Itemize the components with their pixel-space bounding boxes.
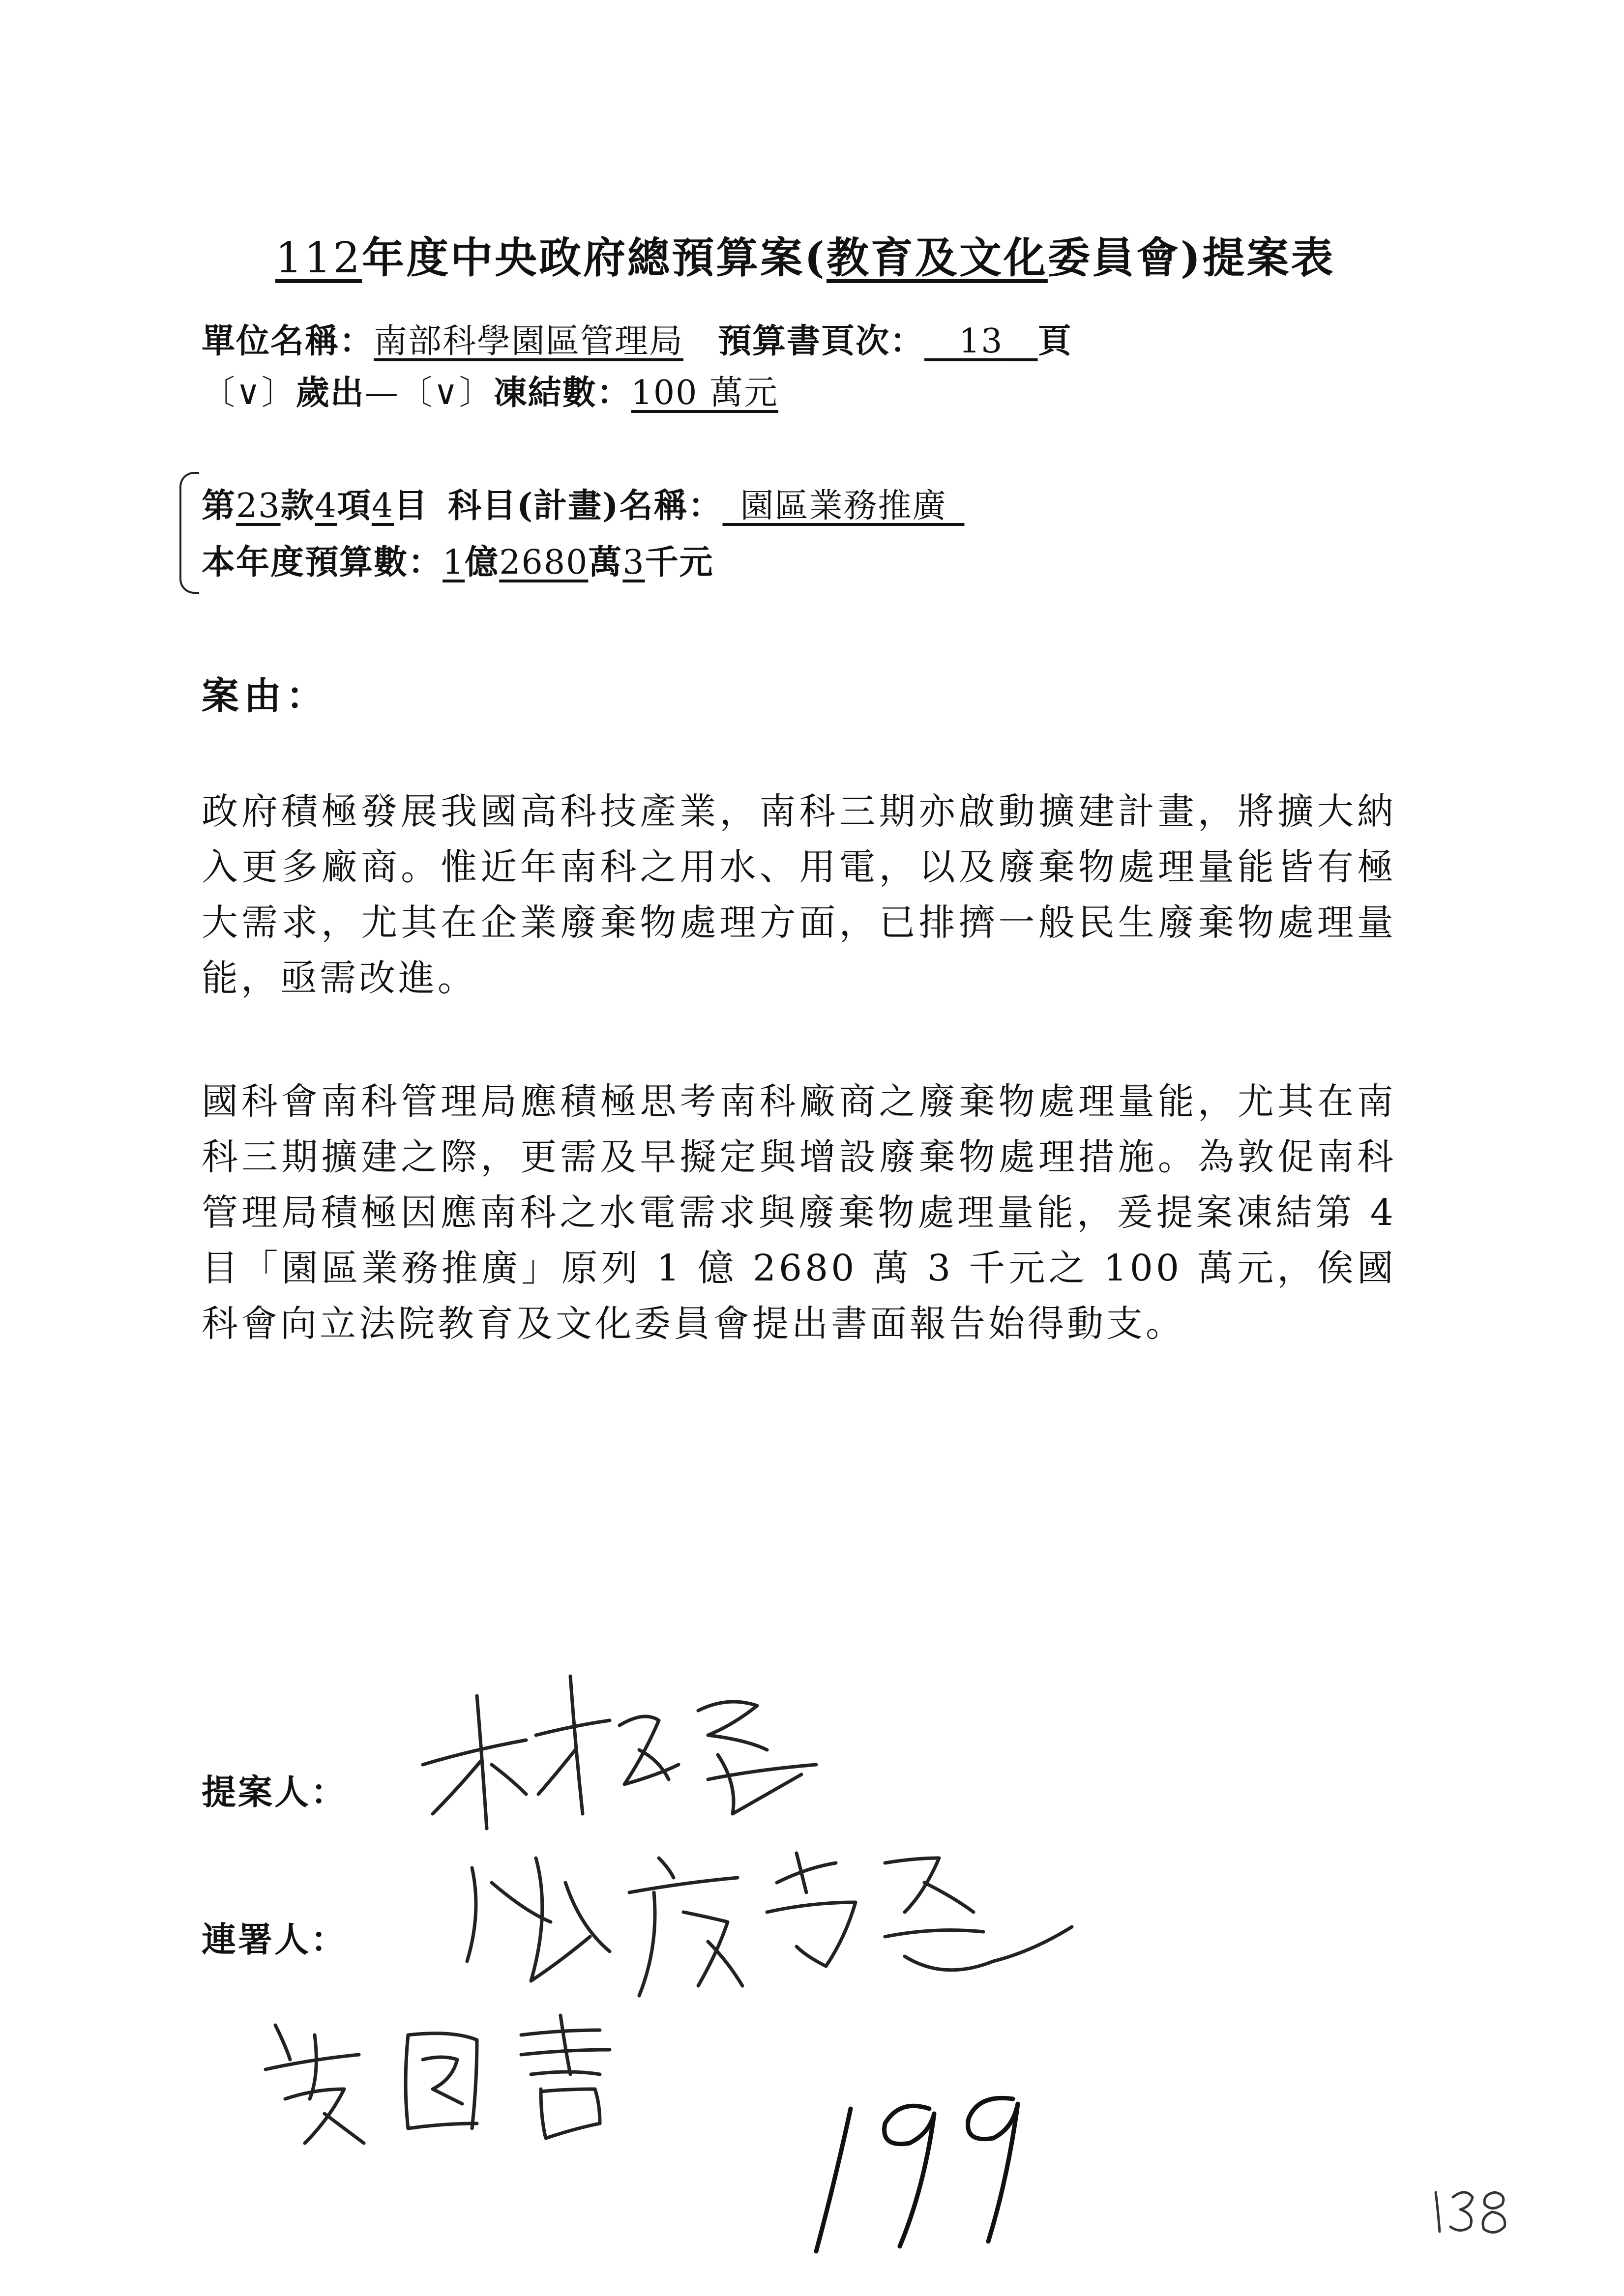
case-heading: 案由：: [202, 674, 328, 718]
item-kuan: 23: [236, 487, 281, 525]
page-ref-label: 預算書頁次：: [718, 321, 925, 361]
freeze-label: 凍結數：: [493, 373, 631, 412]
subject-value: 園區業務推廣: [740, 487, 947, 525]
cosigner-signature-2: [246, 2005, 688, 2153]
title-committee: 教育及文化: [826, 233, 1048, 283]
item-bracket: [179, 472, 199, 594]
unit-row: [202, 315, 1072, 362]
title-suffix: 委員會)提案表: [1047, 233, 1335, 283]
item-mu: 4: [371, 487, 394, 525]
budget-label: 本年度預算數：: [202, 543, 443, 582]
reason-paragraph-1: 政府積極發展我國高科技產業，南科三期亦啟動擴建計畫，將擴大納入更多廠商。惟近年南科之用水、用電，以及廢棄物處理量能皆有極大需求，尤其在企業廢棄物處理方面，已排擠一般民生廢棄物處理量能，亟需改進。: [202, 790, 1396, 999]
page-ref-unit: 頁: [1037, 321, 1072, 361]
budget-wan: 2680: [499, 543, 589, 582]
budget-yi: 1: [443, 543, 465, 582]
title-prefix: 年度中央政府總預算案(: [362, 233, 827, 283]
freeze-row: [202, 366, 778, 414]
budget-row: 本年度預算數：1億2680萬3千元: [202, 543, 714, 582]
freeze-amount: 100 萬元: [631, 374, 779, 412]
page-number: [1426, 2182, 1514, 2241]
unit-value: 南部科學園區管理局: [374, 322, 684, 361]
item-row: 第23款4項4目 科目(計畫)名稱： 園區業務推廣: [202, 479, 965, 527]
subject-label: 科目(計畫)名稱：: [448, 486, 723, 525]
freeze-check: 〔∨〕: [399, 374, 494, 412]
page-ref-value: 13: [959, 322, 1004, 361]
document-title: [275, 224, 1335, 285]
expenditure-check: 〔∨〕: [202, 374, 296, 412]
title-year: 112: [275, 233, 362, 283]
freeze-dash: —: [364, 374, 399, 412]
reason-paragraph-2: 國科會南科管理局應積極思考南科廠商之廢棄物處理量能，尤其在南科三期擴建之際，更需及早擬定與增設廢棄物處理措施。為敦促南科管理局積極因應南科之水電需求與廢棄物處理量能，爰提案凍結第 4 目「園區業務推廣」原列 1 億 2680 萬 3 千元之 100 萬元，俟國科會向立法院教育及文化委員會提出書面報告始得動支。: [202, 1080, 1396, 1345]
budget-qian: 3: [622, 543, 645, 582]
proposer-signature: [413, 1666, 856, 1843]
unit-label: 單位名稱：: [202, 321, 374, 361]
cosigner-label: 連署人：: [202, 1919, 347, 1960]
proposer-label: 提案人：: [202, 1772, 347, 1812]
item-xiang: 4: [315, 487, 337, 525]
cosigner-signature-1: [452, 1838, 1092, 2005]
expenditure-label: 歲出: [295, 373, 365, 412]
handwritten-number: [806, 2079, 1062, 2266]
